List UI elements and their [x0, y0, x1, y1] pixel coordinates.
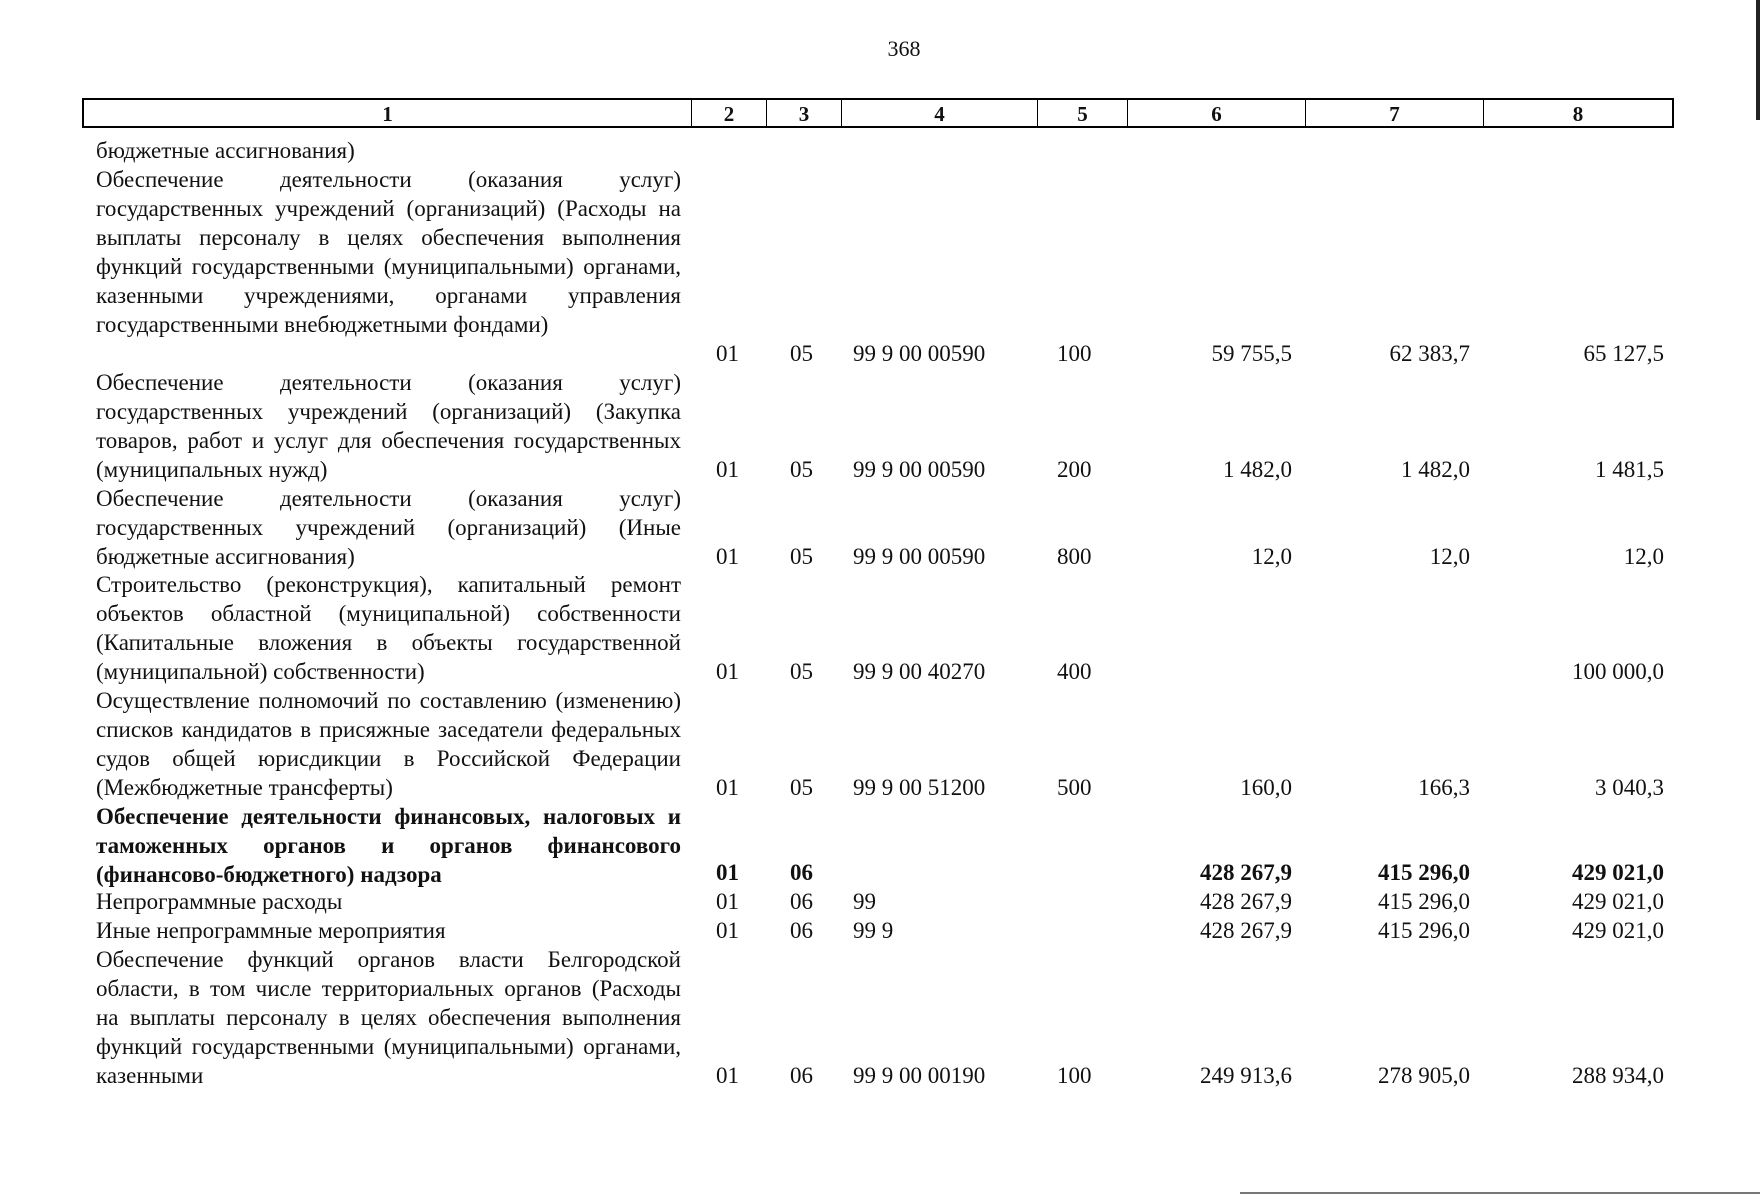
cell-amount-col7: 166,3 — [1418, 775, 1470, 800]
cell-section: 01 — [716, 918, 739, 943]
cell-section: 01 — [716, 889, 739, 914]
cell-target-article: 99 9 — [853, 918, 894, 943]
header-col-7: 7 — [1305, 100, 1483, 126]
scan-edge-line — [1756, 0, 1760, 120]
header-col-6: 6 — [1127, 100, 1305, 126]
cell-amount-col6: 1 482,0 — [1223, 457, 1292, 482]
header-col-3: 3 — [766, 100, 841, 126]
row-description: Обеспечение деятельности (оказания услуг) государственных учреждений (организаций) (Расходы на выплаты персоналу в целях обеспечения выполнения функций государственными (муниципальными) органами, казенными учреждениями, органами управления государственными внебюджетными фондами) — [96, 167, 681, 337]
cell-target-article: 99 9 00 00190 — [853, 1063, 986, 1088]
cell-amount-col6: 428 267,9 — [1200, 889, 1292, 914]
row-description: Обеспечение деятельности (оказания услуг) государственных учреждений (организаций) (Закупка товаров, работ и услуг для обеспечения государственных (муниципальных нужд) — [96, 370, 681, 482]
cell-subsection: 05 — [790, 659, 813, 684]
cell-amount-col6: 428 267,9 — [1200, 918, 1292, 943]
header-col-2: 2 — [691, 100, 766, 126]
row-description: бюджетные ассигнования) — [96, 138, 355, 163]
row-description: Обеспечение деятельности (оказания услуг) государственных учреждений (организаций) (Иные бюджетные ассигнования) — [96, 486, 681, 569]
cell-target-article: 99 9 00 00590 — [853, 457, 986, 482]
cell-amount-col8: 429 021,0 — [1572, 889, 1664, 914]
row-description: Иные непрограммные мероприятия — [96, 918, 446, 943]
header-col-5: 5 — [1037, 100, 1127, 126]
cell-section: 01 — [716, 544, 739, 569]
table-header — [82, 98, 1674, 128]
cell-section: 01 — [716, 341, 739, 366]
cell-amount-col6: 160,0 — [1240, 775, 1292, 800]
cell-target-article: 99 — [853, 889, 876, 914]
cell-target-article: 99 9 00 00590 — [853, 341, 986, 366]
header-col-8: 8 — [1483, 100, 1672, 126]
cell-amount-col7: 12,0 — [1429, 544, 1470, 569]
cell-amount-col7: 415 296,0 — [1378, 860, 1470, 885]
header-col-4: 4 — [841, 100, 1037, 126]
cell-subsection: 05 — [790, 775, 813, 800]
cell-amount-col7: 1 482,0 — [1401, 457, 1470, 482]
cell-amount-col6: 12,0 — [1251, 544, 1292, 569]
cell-expense-type: 400 — [1057, 659, 1092, 684]
cell-subsection: 06 — [790, 860, 813, 885]
cell-amount-col8: 100 000,0 — [1572, 659, 1664, 684]
cell-subsection: 05 — [790, 544, 813, 569]
cell-subsection: 06 — [790, 918, 813, 943]
cell-target-article: 99 9 00 00590 — [853, 544, 986, 569]
row-description: Непрограммные расходы — [96, 889, 343, 914]
cell-expense-type: 200 — [1057, 457, 1092, 482]
cell-expense-type: 500 — [1057, 775, 1092, 800]
cell-amount-col8: 65 127,5 — [1583, 341, 1664, 366]
cell-section: 01 — [716, 1063, 739, 1088]
page-number: 368 — [887, 36, 921, 61]
cell-amount-col7: 62 383,7 — [1389, 341, 1470, 366]
cell-subsection: 05 — [790, 341, 813, 366]
cell-amount-col8: 12,0 — [1623, 544, 1664, 569]
cell-amount-col8: 429 021,0 — [1572, 918, 1664, 943]
cell-section: 01 — [716, 659, 739, 684]
cell-amount-col6: 428 267,9 — [1200, 860, 1292, 885]
row-description: Обеспечение функций органов власти Белгородской области, в том числе территориальных органов (Расходы на выплаты персоналу в целях обеспечения выполнения функций государственными (муниципальными) органами, казенными — [96, 947, 681, 1088]
cell-section: 01 — [716, 457, 739, 482]
row-description: Обеспечение деятельности финансовых, налоговых и таможенных органов и органов финансового (финансово-бюджетного) надзора — [96, 804, 681, 887]
cell-amount-col7: 415 296,0 — [1378, 889, 1470, 914]
scan-bottom-line — [1240, 1192, 1760, 1194]
cell-subsection: 06 — [790, 1063, 813, 1088]
header-col-1: 1 — [382, 102, 393, 126]
cell-amount-col6: 249 913,6 — [1200, 1063, 1292, 1088]
cell-expense-type: 100 — [1057, 341, 1092, 366]
cell-section: 01 — [716, 775, 739, 800]
cell-amount-col8: 429 021,0 — [1572, 860, 1664, 885]
cell-target-article: 99 9 00 51200 — [853, 775, 986, 800]
cell-expense-type: 800 — [1057, 544, 1092, 569]
cell-amount-col8: 1 481,5 — [1595, 457, 1664, 482]
cell-amount-col6: 59 755,5 — [1211, 341, 1292, 366]
cell-target-article: 99 9 00 40270 — [853, 659, 986, 684]
cell-section: 01 — [716, 860, 739, 885]
cell-amount-col7: 278 905,0 — [1378, 1063, 1470, 1088]
row-description: Осуществление полномочий по составлению (изменению) списков кандидатов в присяжные заседатели федеральных судов общей юрисдикции в Российской Федерации (Межбюджетные трансферты) — [96, 688, 681, 800]
cell-expense-type: 100 — [1057, 1063, 1092, 1088]
cell-amount-col8: 288 934,0 — [1572, 1063, 1664, 1088]
row-description: Строительство (реконструкция), капитальный ремонт объектов областной (муниципальной) собственности (Капитальные вложения в объекты государственной (муниципальной) собственности) — [96, 572, 681, 684]
cell-amount-col7: 415 296,0 — [1378, 918, 1470, 943]
cell-subsection: 06 — [790, 889, 813, 914]
cell-amount-col8: 3 040,3 — [1595, 775, 1664, 800]
cell-subsection: 05 — [790, 457, 813, 482]
